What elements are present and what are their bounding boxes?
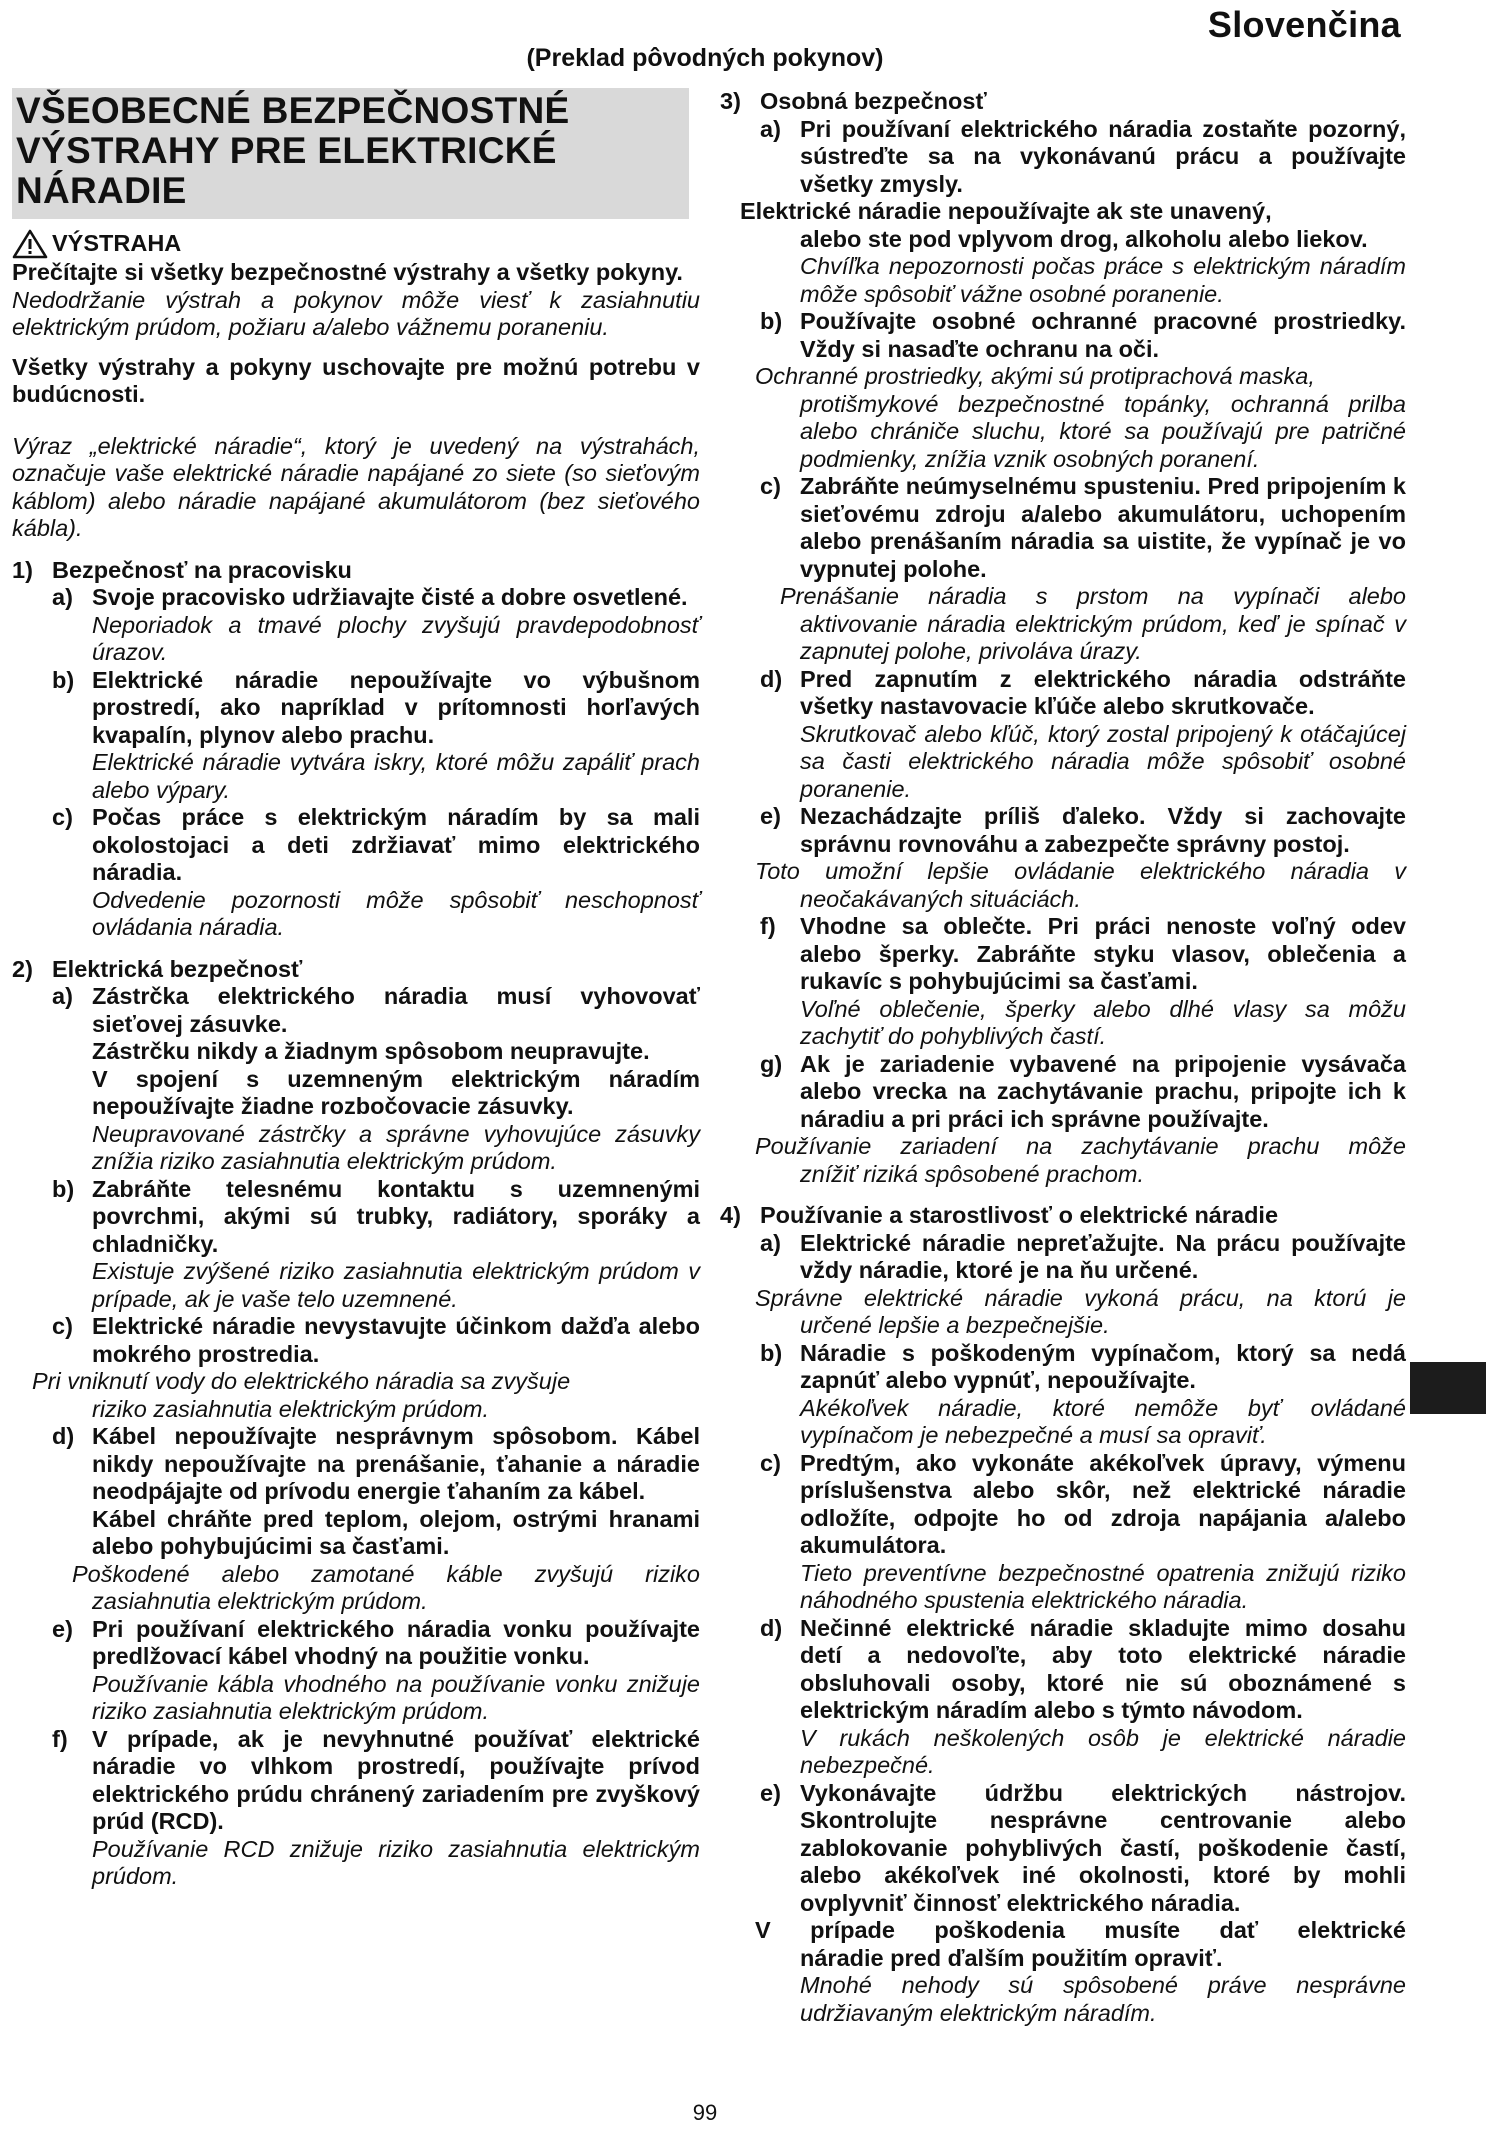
rule-explanation: Správne elektrické náradie vykoná prácu, na ktorú je	[755, 1284, 1406, 1311]
rule-text: Náradie s poškodeným vypínačom, ktorý sa nedá zapnúť alebo vypnúť, nepoužívajte.	[800, 1339, 1406, 1393]
rule-explanation: Ochranné prostriedky, akými sú protiprachová maska,	[755, 363, 1315, 389]
keep-instructions: Všetky výstrahy a pokyny uschovajte pre možnú potrebu v budúcnosti.	[12, 353, 700, 407]
rule-item	[760, 1230, 1406, 1285]
warning-title	[12, 229, 700, 259]
rule-item	[52, 667, 700, 805]
rule-explanation: neočakávaných situáciách.	[800, 885, 1081, 912]
rule-text: Pri používaní elektrického náradia vonku používajte predlžovací kábel vhodný na použitie vonku.	[92, 1615, 700, 1669]
item-label: g)	[760, 1050, 783, 1077]
rule-explanation: Chvíľka nepozornosti počas práce s elektrickým náradím môže spôsobiť vážne osobné poranenie.	[800, 253, 1406, 307]
item-label: b)	[52, 1175, 75, 1202]
rule-text: Zástrčku nikdy a žiadnym spôsobom neupravujte.	[92, 1038, 650, 1064]
rule-text: Zabráňte neúmyselnému spusteniu. Pred pripojením k sieťovému zdroju a/alebo akumulátoru, uchopením alebo prenášaním náradia sa uistite, že vypínač je vo vypnutej polohe.	[800, 473, 1406, 582]
right-column	[720, 88, 1406, 2027]
rule-text: Nezachádzajte príliš ďaleko. Vždy si zachovajte správnu rovnováhu a zabezpečte správny postoj.	[800, 803, 1406, 857]
rule-item	[52, 983, 700, 1176]
section-3-items-d	[720, 666, 1406, 859]
left-column	[12, 88, 700, 1891]
rule-text: Zabráňte telesnému kontaktu s uzemnenými povrchmi, akými sú trubky, radiátory, sporáky a chladničky.	[92, 1175, 700, 1257]
rule-text: alebo ste pod vplyvom drog, alkoholu alebo liekov.	[800, 225, 1368, 252]
section-title: Elektrická bezpečnosť	[52, 955, 303, 982]
rule-text: Predtým, ako vykonáte akékoľvek úpravy, výmenu príslušenstva alebo skôr, než elektrické náradie odložíte, odpojte ho od zdroja napájania a/alebo akumulátora.	[800, 1449, 1406, 1558]
rule-text: Ak je zariadenie vybavené na pripojenie vysávača alebo vrecka na zachytávanie prachu, pripojte ich k náradiu a pri práci ich správne používajte.	[800, 1050, 1406, 1132]
rule-explanation: Neupravované zástrčky a správne vyhovujúce zásuvky znížia riziko zasiahnutia elektrickým prúdom.	[92, 1120, 700, 1174]
rule-text: V prípade, ak je nevyhnutné používať elektrické náradie vo vlhkom prostredí, používajte prívod elektrického prúdu chránený zariadením pre zvyškový prúd (RCD).	[92, 1725, 700, 1834]
rule-item	[760, 1450, 1406, 1615]
rule-text: Zástrčka elektrického náradia musí vyhovovať sieťovej zásuvke.	[92, 983, 700, 1037]
rule-explanation: Poškodené alebo zamotané káble zvyšujú riziko	[72, 1560, 700, 1587]
item-label: e)	[52, 1615, 73, 1642]
rule-text: Vhodne sa oblečte. Pri práci nenoste voľný odev alebo šperky. Zabráňte styku vlasov, oblečenia a rukavíc s pohybujúcimi sa časťami.	[800, 913, 1406, 994]
rule-explanation: Používanie kábla vhodného na používanie vonku znižuje riziko zasiahnutia elektrickým prúdom.	[92, 1670, 700, 1724]
item-label: b)	[760, 308, 783, 334]
section-2-items	[12, 983, 700, 1368]
section-3-items-b	[720, 308, 1406, 363]
section-title: Používanie a starostlivosť o elektrické náradie	[760, 1202, 1279, 1228]
rule-explanation: Existuje zvýšené riziko zasiahnutia elektrickým prúdom v prípade, ak je vaše telo uzemnené.	[92, 1258, 700, 1312]
rule-text: Elektrické náradie nepoužívajte vo výbušnom prostredí, ako napríklad v prítomnosti horľavých kvapalín, plynov alebo prachu.	[92, 666, 700, 748]
rule-explanation: Pri vniknutí vody do elektrického náradia sa zvyšuje	[32, 1368, 571, 1394]
item-label: f)	[760, 913, 776, 939]
rule-item	[760, 1780, 1406, 1918]
section-4-items	[720, 1230, 1406, 1285]
rule-text: náradie pred ďalším použitím opraviť.	[800, 1944, 1223, 1971]
item-label: e)	[760, 803, 781, 829]
item-label: d)	[760, 1614, 783, 1641]
rule-item	[760, 913, 1406, 1051]
section-3-items	[720, 116, 1406, 199]
rule-text: Svoje pracovisko udržiavajte čisté a dobre osvetlené.	[92, 584, 688, 610]
item-label: a)	[760, 1229, 781, 1256]
item-label: d)	[760, 665, 783, 692]
rule-text: Vykonávajte údržbu elektrických nástrojov. Skontrolujte nesprávne centrovanie alebo zablokovanie pohyblivých častí, poškodenie častí, alebo akékoľvek iné okolnosti, ktoré by mohli ovplyvniť činnosť elektrického náradia.	[800, 1779, 1406, 1916]
rule-explanation: Používanie zariadení na zachytávanie prachu môže	[755, 1133, 1406, 1159]
rule-item	[52, 1616, 700, 1726]
section-3-items-f	[720, 913, 1406, 1133]
rule-item	[52, 1176, 700, 1314]
rule-item	[52, 1313, 700, 1368]
rule-text: Pred zapnutím z elektrického náradia odstráňte všetky nastavovacie kľúče alebo skrutkovače.	[800, 665, 1406, 719]
rule-explanation: aktivovanie náradia elektrickým prúdom, keď je spínač v zapnutej polohe, privoláva úrazy.	[800, 610, 1406, 664]
rule-explanation: Mnohé nehody sú spôsobené práve nesprávne udržiavaným elektrickým náradím.	[800, 1972, 1406, 2026]
section-2-items-end	[12, 1616, 700, 1891]
rule-item	[760, 1051, 1406, 1134]
section-number: 1)	[12, 556, 33, 583]
translation-subtitle: (Preklad pôvodných pokynov)	[526, 44, 884, 72]
section-3-items-c	[720, 473, 1406, 583]
rule-text: Elektrické náradie nepoužívajte ak ste unavený,	[740, 198, 1272, 224]
rule-text: Kábel nepoužívajte nesprávnym spôsobom. Kábel nikdy nepoužívajte na prenášanie, ťahanie a náradie neodpájajte od prívodu energie ťahaním za kábel.	[92, 1423, 700, 1504]
section-2-title	[12, 956, 700, 984]
section-title: Bezpečnosť na pracovisku	[52, 556, 352, 583]
rule-item	[760, 116, 1406, 199]
item-label: c)	[52, 804, 73, 830]
rule-explanation: riziko zasiahnutia elektrickým prúdom.	[92, 1395, 490, 1422]
language-tab-marker	[1410, 1362, 1486, 1414]
section-title: Osobná bezpečnosť	[760, 88, 987, 114]
item-label: c)	[760, 473, 781, 499]
page-number: 99	[692, 2100, 718, 2125]
rule-explanation: určené lepšie a bezpečnejšie.	[800, 1312, 1110, 1338]
section-number: 2)	[12, 955, 33, 982]
rule-explanation: Používanie RCD znižuje riziko zasiahnutia elektrickým prúdom.	[92, 1835, 700, 1889]
rule-explanation: Prenášanie náradia s prstom na vypínači alebo	[780, 583, 1406, 609]
warning-text: Prečítajte si všetky bezpečnostné výstrahy a všetky pokyny.	[12, 259, 683, 285]
rule-item	[52, 804, 700, 942]
warning-explanation: Nedodržanie výstrah a pokynov môže viesť k zasiahnutiu elektrickým prúdom, požiaru a/alebo vážnemu poraneniu.	[12, 286, 700, 340]
rule-item	[760, 666, 1406, 804]
power-tool-definition: Výraz „elektrické náradie“, ktorý je uvedený na výstrahách, označuje vaše elektrické náradie napájané zo siete (so sieťovým káblom) alebo náradie napájané akumulátorom (bez sieťového kábla).	[12, 432, 700, 541]
rule-explanation: Neporiadok a tmavé plochy zvyšujú pravdepodobnosť úrazov.	[92, 611, 700, 665]
section-heading	[12, 88, 689, 219]
section-1-items	[12, 584, 700, 942]
rule-text: Elektrické náradie nevystavujte účinkom dažďa alebo mokrého prostredia.	[92, 1313, 700, 1367]
section-number: 3)	[720, 88, 741, 114]
rule-explanation: Toto umožní lepšie ovládanie elektrického náradia v	[755, 858, 1406, 884]
rule-explanation: zasiahnutia elektrickým prúdom.	[92, 1588, 428, 1614]
item-label: a)	[52, 584, 73, 610]
rule-text: V prípade poškodenia musíte dať elektrické	[755, 1917, 1406, 1943]
warning-label: VÝSTRAHA	[52, 230, 182, 257]
rule-text: Pri používaní elektrického náradia zostaňte pozorný, sústreďte sa na vykonávanú prácu a používajte všetky zmysly.	[800, 115, 1406, 197]
rule-text: Nečinné elektrické náradie skladujte mimo dosahu detí a nedovoľte, aby toto elektrické náradie obsluhovali osoby, ktoré nie sú oboznámené s elektrickým náradím alebo s týmto návodom.	[800, 1614, 1406, 1723]
rule-item	[760, 803, 1406, 858]
rule-item	[52, 1423, 700, 1561]
item-label: b)	[52, 666, 75, 693]
rule-item	[760, 473, 1406, 583]
item-label: e)	[760, 1779, 781, 1806]
rule-explanation: Skrutkovač alebo kľúč, ktorý zostal pripojený k otáčajúcej sa časti elektrického náradia môže spôsobiť osobné poranenie.	[800, 720, 1406, 802]
rule-explanation: Voľné oblečenie, šperky alebo dlhé vlasy sa môžu zachytiť do pohyblivých častí.	[800, 995, 1406, 1049]
rule-explanation: Elektrické náradie vytvára iskry, ktoré môžu zapáliť prach alebo výpary.	[92, 749, 700, 803]
item-label: b)	[760, 1339, 783, 1366]
heading-line: NÁRADIE	[16, 170, 187, 211]
section-4-title	[720, 1202, 1406, 1230]
rule-explanation: Odvedenie pozornosti môže spôsobiť neschopnosť ovládania náradia.	[92, 886, 700, 940]
rule-text: Kábel chráňte pred teplom, olejom, ostrými hranami alebo pohybujúcimi sa časťami.	[92, 1505, 700, 1559]
rule-item	[760, 308, 1406, 363]
rule-item	[52, 1726, 700, 1891]
rule-text: Elektrické náradie nepreťažujte. Na prácu používajte vždy náradie, ktoré je na ňu určené.	[800, 1229, 1406, 1283]
item-label: c)	[52, 1313, 73, 1339]
heading-line: VŠEOBECNÉ BEZPEČNOSTNÉ	[16, 90, 570, 131]
item-label: c)	[760, 1449, 781, 1476]
item-label: a)	[760, 115, 781, 142]
rule-explanation: Tieto preventívne bezpečnostné opatrenia znižujú riziko náhodného spustenia elektrického náradia.	[800, 1559, 1406, 1613]
section-number: 4)	[720, 1202, 741, 1228]
rule-item	[760, 1615, 1406, 1780]
rule-explanation: Akékoľvek náradie, ktoré nemôže byť ovládané vypínačom je nebezpečné a musí sa opraviť.	[800, 1394, 1406, 1448]
rule-explanation: protišmykové bezpečnostné topánky, ochranná prilba alebo chrániče sluchu, ktoré sa používajú pre patričné podmienky, znížia vznik osobných poranení.	[800, 390, 1406, 472]
rule-text: Používajte osobné ochranné pracovné prostriedky. Vždy si nasaďte ochranu na oči.	[800, 308, 1406, 362]
rule-text: Počas práce s elektrickým náradím by sa mali okolostojaci a deti zdržiavať mimo elektrického náradia.	[92, 804, 700, 885]
item-label: f)	[52, 1725, 68, 1752]
rule-item	[52, 584, 700, 667]
heading-line: VÝSTRAHY PRE ELEKTRICKÉ	[16, 130, 557, 171]
item-label: a)	[52, 983, 73, 1009]
section-2-items-cont	[12, 1423, 700, 1561]
item-label: d)	[52, 1423, 75, 1449]
rule-explanation: znížiť riziká spôsobené prachom.	[800, 1160, 1145, 1187]
rule-item	[760, 1340, 1406, 1450]
section-1-title	[12, 557, 700, 585]
rule-text: V spojení s uzemneným elektrickým náradím nepoužívajte žiadne rozbočovacie zásuvky.	[92, 1065, 700, 1119]
warning-triangle-icon	[12, 229, 48, 259]
section-4-items-b	[720, 1340, 1406, 1918]
language-label: Slovenčina	[1207, 4, 1401, 45]
section-3-title	[720, 88, 1406, 116]
rule-explanation: V rukách neškolených osôb je elektrické náradie nebezpečné.	[800, 1724, 1406, 1778]
